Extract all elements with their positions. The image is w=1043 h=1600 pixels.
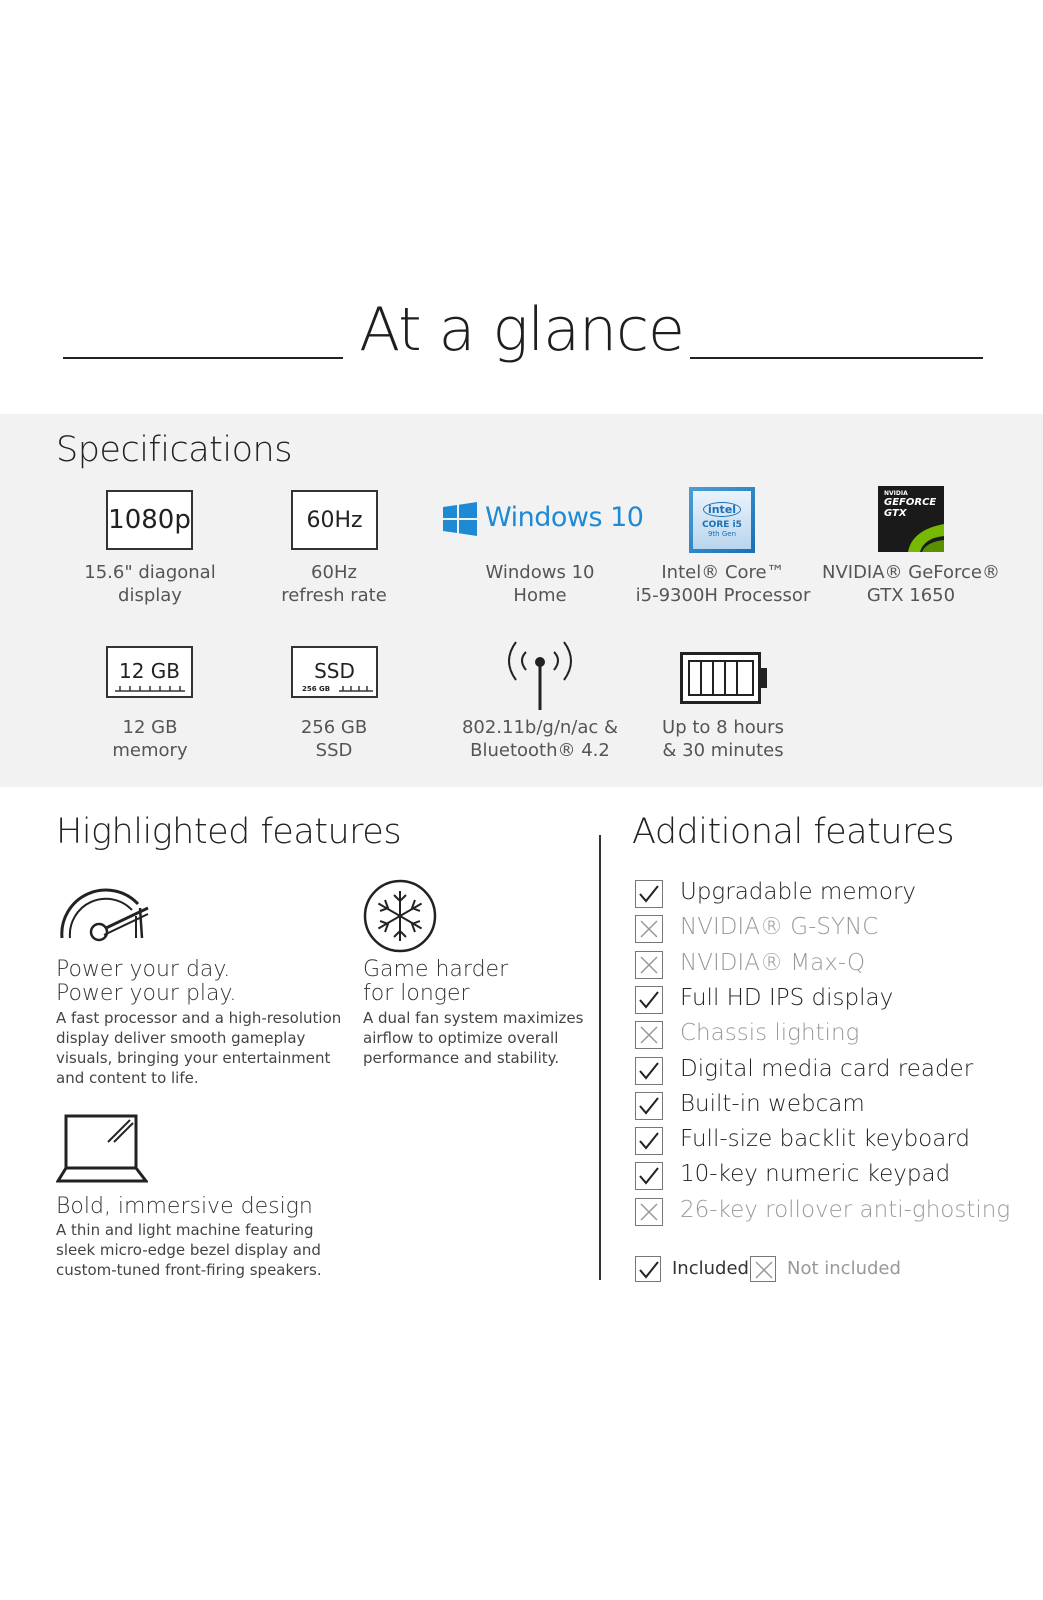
legend-not-included-icon <box>750 1256 776 1282</box>
windows-logo-text: Windows 10 <box>485 502 644 533</box>
additional-feature-label: Digital media card reader <box>680 1055 974 1082</box>
spec-processor-caption <box>628 561 818 607</box>
feature-desc-line: sleek micro-edge bezel display and <box>56 1241 321 1259</box>
feature-title-line: Bold, immersive design <box>56 1194 313 1219</box>
legend-included-icon <box>635 1256 661 1282</box>
spec-os-caption <box>445 561 635 607</box>
not-included-cross-icon <box>635 1021 663 1049</box>
feature-desc-line: and content to life. <box>56 1069 199 1087</box>
intel-wordmark: intel <box>703 502 741 517</box>
included-check-icon <box>635 1127 663 1155</box>
feature-cooling-title <box>363 958 508 1006</box>
spec-battery-caption <box>628 716 818 762</box>
intel-core-text: CORE i5 <box>702 519 742 530</box>
legend-included-label: Included <box>672 1258 749 1279</box>
spec-caption-line: SSD <box>315 740 353 761</box>
spec-caption-line: 802.11b/g/n/ac & <box>461 717 619 738</box>
feature-title-line: for longer <box>363 981 470 1006</box>
spec-caption-line: 15.6" diagonal <box>84 562 216 583</box>
speedometer-icon <box>56 882 152 944</box>
spec-caption-line: & 30 minutes <box>662 740 784 761</box>
feature-power-desc <box>56 1008 341 1088</box>
spec-caption-line: Intel® Core™ <box>661 562 785 583</box>
feature-desc-line: performance and stability. <box>363 1049 560 1067</box>
specifications-panel <box>0 414 1043 787</box>
feature-design-desc <box>56 1220 322 1280</box>
feature-title-line: Power your day. <box>56 957 231 982</box>
included-check-icon <box>635 986 663 1014</box>
refresh-rate-icon <box>291 490 378 550</box>
windows-logo-icon <box>443 502 644 538</box>
intel-logo-inner <box>693 491 751 549</box>
gtx-logo-text: GTX <box>884 508 907 519</box>
highlighted-features-heading: Highlighted features <box>56 812 402 852</box>
battery-icon <box>680 652 770 704</box>
spec-graphics-caption <box>816 561 1006 607</box>
additional-feature-label: Chassis lighting <box>680 1020 860 1047</box>
feature-title-line: Power your play. <box>56 981 237 1006</box>
spec-storage-caption <box>239 716 429 762</box>
spec-caption-line: 256 GB <box>300 717 368 738</box>
feature-power-title <box>56 958 236 1006</box>
spec-caption-line: Bluetooth® 4.2 <box>470 740 610 761</box>
section-divider <box>599 835 601 1280</box>
nvidia-logo-small: NVIDIA <box>884 490 908 497</box>
specifications-heading: Specifications <box>56 430 292 470</box>
wireless-antenna-icon <box>498 634 582 710</box>
additional-feature-label: NVIDIA® G-SYNC <box>680 914 879 941</box>
ssd-icon <box>291 646 378 698</box>
feature-desc-line: display deliver smooth gameplay <box>56 1029 306 1047</box>
additional-feature-label: 26-key rollover anti-ghosting <box>680 1196 1011 1223</box>
feature-desc-line: airflow to optimize overall <box>363 1029 559 1047</box>
display-resolution-icon <box>106 490 193 550</box>
spec-caption-line: i5-9300H Processor <box>635 585 811 606</box>
laptop-icon <box>56 1114 148 1184</box>
feature-desc-line: A thin and light machine featuring <box>56 1221 314 1239</box>
spec-caption-line: display <box>118 585 182 606</box>
intel-gen-text: 9th Gen <box>707 529 737 538</box>
included-check-icon <box>635 1162 663 1190</box>
feature-desc-line: A fast processor and a high-resolution <box>56 1009 342 1027</box>
feature-cooling-desc <box>363 1008 583 1068</box>
spec-display-caption <box>55 561 245 607</box>
spec-memory-caption <box>55 716 245 762</box>
ssd-badge-sub: 256 GB <box>302 685 331 693</box>
intel-core-i5-logo <box>689 487 755 553</box>
additional-feature-label: Built-in webcam <box>680 1090 865 1117</box>
additional-feature-label: Upgradable memory <box>680 879 917 905</box>
feature-desc-line: custom-tuned front-firing speakers. <box>56 1261 322 1279</box>
included-check-icon <box>635 1092 663 1120</box>
feature-design-title <box>56 1195 313 1219</box>
refresh-badge-text: 60Hz <box>306 507 363 533</box>
spec-caption-line: Up to 8 hours <box>662 717 784 738</box>
ssd-badge-text: SSD <box>314 659 355 683</box>
spec-caption-line: GTX 1650 <box>866 585 956 606</box>
not-included-cross-icon <box>635 1198 663 1226</box>
additional-feature-label: NVIDIA® Max-Q <box>680 949 866 976</box>
legend-not-included-label: Not included <box>787 1258 901 1279</box>
snowflake-icon <box>363 879 437 953</box>
geforce-logo-text: GEFORCE <box>884 497 937 508</box>
memory-icon <box>106 646 193 698</box>
feature-title-line: Game harder <box>363 957 509 982</box>
spec-caption-line: NVIDIA® GeForce® <box>821 562 1000 583</box>
spec-caption-line: 60Hz <box>311 562 357 583</box>
spec-caption-line: memory <box>112 740 188 761</box>
not-included-cross-icon <box>635 951 663 979</box>
feature-desc-line: visuals, bringing your entertainment <box>56 1049 331 1067</box>
resolution-badge-text: 1080p <box>108 505 191 535</box>
page-title: At a glance <box>359 295 684 365</box>
spec-caption-line: Home <box>513 585 567 606</box>
additional-features-heading: Additional features <box>632 812 954 852</box>
spec-refresh-caption <box>239 561 429 607</box>
included-check-icon <box>635 880 663 908</box>
additional-feature-label: 10-key numeric keypad <box>680 1161 951 1188</box>
spec-caption-line: Windows 10 <box>485 562 595 583</box>
additional-feature-label: Full-size backlit keyboard <box>680 1126 970 1153</box>
title-rule-right <box>690 357 983 359</box>
spec-caption-line: refresh rate <box>281 585 387 606</box>
included-check-icon <box>635 1057 663 1085</box>
nvidia-geforce-gtx-logo <box>878 486 944 552</box>
not-included-cross-icon <box>635 915 663 943</box>
spec-wireless-caption <box>445 716 635 762</box>
feature-desc-line: A dual fan system maximizes <box>363 1009 584 1027</box>
memory-badge-text: 12 GB <box>118 659 181 683</box>
additional-feature-label: Full HD IPS display <box>680 984 894 1011</box>
spec-caption-line: 12 GB <box>122 717 178 738</box>
